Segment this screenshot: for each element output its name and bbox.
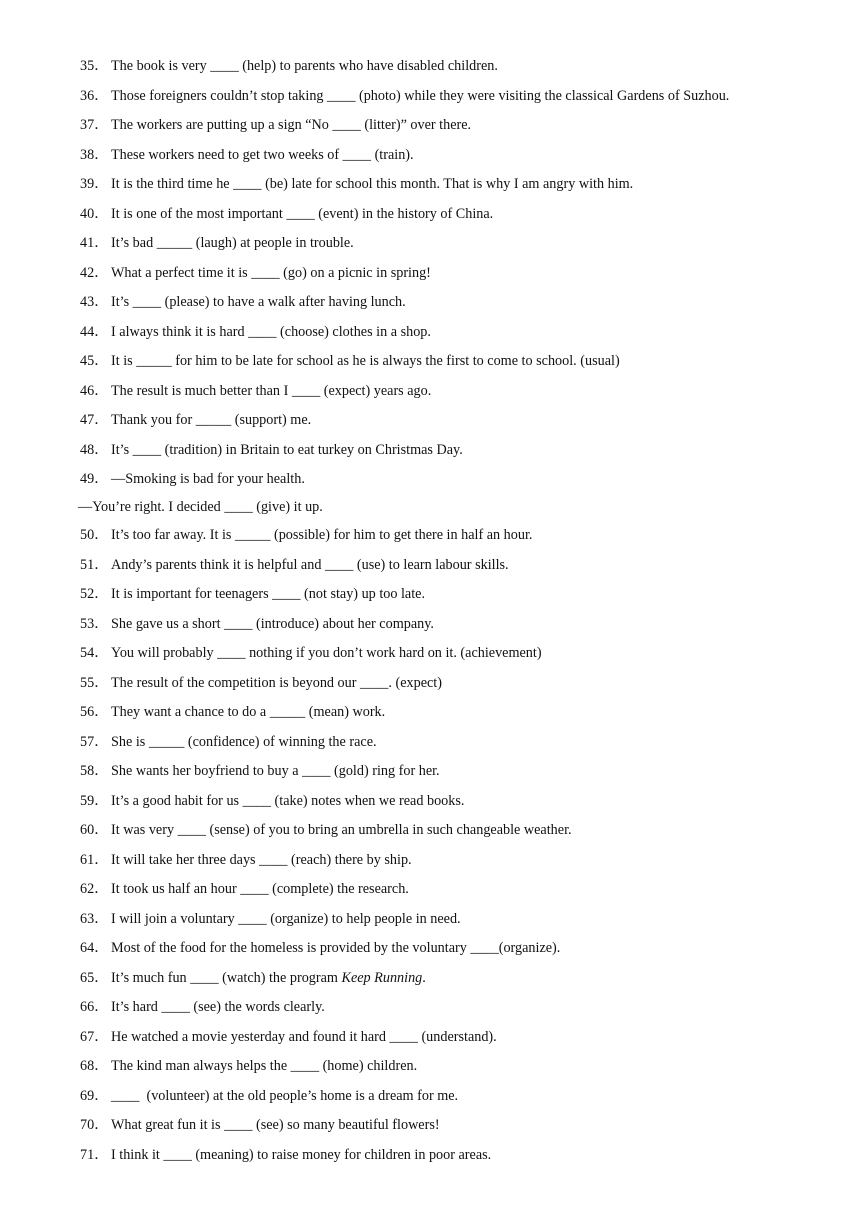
- question-53: [80, 614, 820, 644]
- question-text: What a perfect time it is ____ (go) on a picnic in spring!: [111, 264, 431, 281]
- question-47: [80, 410, 820, 440]
- question-text: It is one of the most important ____ (event) in the history of China.: [111, 205, 494, 222]
- question-text: The book is very ____ (help) to parents who have disabled children.: [111, 58, 498, 74]
- question-text: It’s too far away. It is _____ (possible) for him to get there in half an hour.: [111, 527, 533, 543]
- question-54: [80, 643, 820, 673]
- question-text: They want a chance to do a _____ (mean) work.: [111, 704, 386, 720]
- question-number: 47．: [80, 412, 109, 428]
- question-number: 41．: [80, 235, 109, 251]
- question-text: It was very ____ (sense) of you to bring an umbrella in such changeable weather.: [111, 822, 572, 838]
- question-65: [80, 968, 820, 998]
- question-57: [80, 732, 820, 762]
- question-69: [80, 1086, 820, 1116]
- question-49: [80, 469, 820, 497]
- question-number: 64．: [80, 940, 109, 956]
- question-44: [80, 322, 820, 352]
- question-number: 57．: [80, 733, 109, 750]
- question-number: 67．: [80, 1028, 109, 1045]
- question-55: [80, 673, 820, 703]
- question-56: [80, 702, 820, 732]
- question-number: 36．: [80, 87, 109, 104]
- question-number: 52．: [80, 586, 109, 602]
- question-60: [80, 820, 820, 850]
- question-number: 71．: [80, 1146, 109, 1163]
- question-67: [80, 1027, 820, 1057]
- question-52: [80, 584, 820, 614]
- question-number: 63．: [80, 910, 109, 927]
- question-number: 45．: [80, 353, 109, 369]
- question-number: 61．: [80, 851, 109, 868]
- question-text: —Smoking is bad for your health.: [111, 471, 305, 487]
- question-70: [80, 1115, 820, 1145]
- question-number: 70．: [80, 1117, 109, 1133]
- question-text: Most of the food for the homeless is provided by the voluntary ____(organize).: [111, 940, 561, 956]
- question-text: The workers are putting up a sign “No ____ (litter)” over there.: [111, 117, 472, 133]
- question-number: 53．: [80, 615, 109, 632]
- question-text: It’s a good habit for us ____ (take) notes when we read books.: [111, 792, 465, 809]
- question-43: [80, 292, 820, 322]
- question-61: [80, 850, 820, 880]
- question-number: 40．: [80, 205, 109, 222]
- question-text: You will probably ____ nothing if you don’t work hard on it. (achievement): [111, 645, 542, 661]
- question-66: [80, 997, 820, 1027]
- question-40: [80, 204, 820, 234]
- question-63: [80, 909, 820, 939]
- question-text: It is important for teenagers ____ (not stay) up too late.: [111, 586, 426, 602]
- question-text: It’s ____ (please) to have a walk after having lunch.: [111, 294, 406, 310]
- program-title: Keep Running: [341, 969, 423, 986]
- question-50: [80, 525, 820, 555]
- question-number: 46．: [80, 382, 109, 399]
- question-48: [80, 440, 820, 470]
- question-number: 38．: [80, 146, 109, 163]
- question-number: 37．: [80, 117, 109, 133]
- question-number: 60．: [80, 822, 109, 838]
- question-51: [80, 555, 820, 585]
- question-text: Those foreigners couldn’t stop taking ____ (photo) while they were visiting the classical Gardens of Suzhou.: [111, 87, 730, 104]
- question-text: She is _____ (confidence) of winning the race.: [111, 733, 377, 750]
- question-number: 49．: [80, 471, 109, 487]
- question-text: It’s much fun ____ (watch) the program: [111, 969, 342, 986]
- question-text: It will take her three days ____ (reach) there by ship.: [111, 851, 412, 868]
- question-46: [80, 381, 820, 411]
- question-39: [80, 174, 820, 204]
- question-71: [80, 1145, 820, 1175]
- question-number: 44．: [80, 323, 109, 340]
- question-number: 55．: [80, 674, 109, 691]
- question-text: Thank you for _____ (support) me.: [111, 412, 312, 428]
- question-37: [80, 115, 820, 145]
- question-number: 58．: [80, 763, 109, 779]
- question-42: [80, 263, 820, 293]
- question-number: 68．: [80, 1058, 109, 1074]
- question-59: [80, 791, 820, 821]
- question-text-tail: .: [422, 969, 426, 986]
- question-number: 66．: [80, 999, 109, 1015]
- question-number: 65．: [80, 969, 109, 986]
- question-text: I think it ____ (meaning) to raise money for children in poor areas.: [111, 1146, 492, 1163]
- question-text: These workers need to get two weeks of ____ (train).: [111, 146, 414, 163]
- question-text: It’s ____ (tradition) in Britain to eat turkey on Christmas Day.: [111, 441, 463, 458]
- question-text: He watched a movie yesterday and found it hard ____ (understand).: [111, 1028, 497, 1045]
- question-text: It is the third time he ____ (be) late for school this month. That is why I am angry with him.: [111, 176, 634, 192]
- question-number: 39．: [80, 176, 109, 192]
- question-text: It’s bad _____ (laugh) at people in trouble.: [111, 235, 354, 251]
- question-text: It’s hard ____ (see) the words clearly.: [111, 999, 325, 1015]
- question-number: 56．: [80, 704, 109, 720]
- question-41: [80, 233, 820, 263]
- question-58: [80, 761, 820, 791]
- question-text: I always think it is hard ____ (choose) clothes in a shop.: [111, 323, 431, 340]
- question-38: [80, 145, 820, 175]
- question-number: 59．: [80, 792, 109, 809]
- question-number: 62．: [80, 881, 109, 897]
- question-text: The kind man always helps the ____ (home) children.: [111, 1058, 418, 1074]
- question-45: [80, 351, 820, 381]
- question-text: The result of the competition is beyond our ____. (expect): [111, 674, 442, 691]
- question-49-reply: [78, 497, 820, 525]
- question-text: —You’re right. I decided ____ (give) it up.: [78, 499, 323, 515]
- question-62: [80, 879, 820, 909]
- question-68: [80, 1056, 820, 1086]
- question-text: What great fun it is ____ (see) so many beautiful flowers!: [111, 1117, 440, 1133]
- question-number: 69．: [80, 1087, 109, 1104]
- question-text: She wants her boyfriend to buy a ____ (gold) ring for her.: [111, 763, 440, 779]
- question-text: Andy’s parents think it is helpful and ____ (use) to learn labour skills.: [111, 556, 509, 573]
- question-number: 42．: [80, 264, 109, 281]
- question-text: It is _____ for him to be late for school as he is always the first to come to school. (usual): [111, 353, 620, 369]
- question-number: 51．: [80, 556, 109, 573]
- question-36: [80, 86, 820, 116]
- question-number: 35．: [80, 58, 109, 74]
- question-text: I will join a voluntary ____ (organize) to help people in need.: [111, 910, 461, 927]
- question-number: 48．: [80, 441, 109, 458]
- question-number: 54．: [80, 645, 109, 661]
- question-64: [80, 938, 820, 968]
- question-text: She gave us a short ____ (introduce) about her company.: [111, 615, 434, 632]
- question-35: [80, 56, 820, 86]
- question-number: 43．: [80, 294, 109, 310]
- question-number: 50．: [80, 527, 109, 543]
- question-text: The result is much better than I ____ (expect) years ago.: [111, 382, 432, 399]
- question-text: It took us half an hour ____ (complete) the research.: [111, 881, 409, 897]
- question-list: [80, 56, 820, 1174]
- question-text: ____ (volunteer) at the old people’s home is a dream for me.: [111, 1087, 459, 1104]
